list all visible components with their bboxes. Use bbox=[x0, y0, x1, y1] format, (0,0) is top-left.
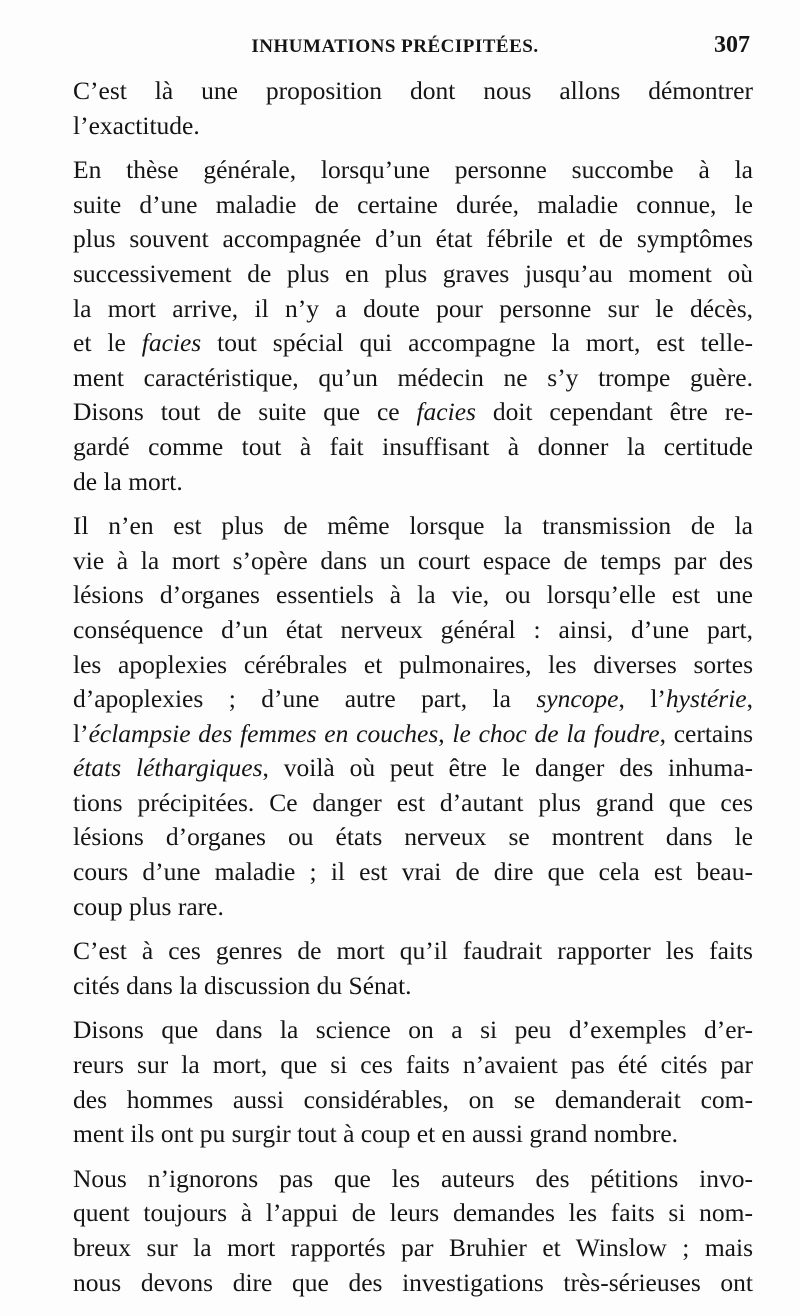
page-body bbox=[40, 74, 753, 1310]
text-line: Nous n’ignorons pas que les auteurs des pétitions invo- bbox=[73, 1163, 753, 1193]
text-line: des hommes aussi considérables, on se demanderait com- bbox=[73, 1084, 753, 1114]
text-line: de la mort. bbox=[73, 466, 183, 496]
text-line: d’apoplexies ; d’une autre part, la syncope, l’hystérie, bbox=[73, 684, 754, 714]
text-line: cours d’une maladie ; il est vrai de dire que cela est beau- bbox=[73, 857, 753, 887]
text-line: Disons que dans la science on a si peu d’exemples d’er- bbox=[73, 1015, 753, 1045]
text-line: l’exactitude. bbox=[73, 110, 200, 140]
text-line: ment caractéristique, qu’un médecin ne s’y trompe guère. bbox=[73, 362, 753, 392]
page-number: 307 bbox=[714, 32, 750, 58]
text-line: reurs sur la mort, que si ces faits n’avaient pas été cités par bbox=[73, 1050, 753, 1080]
text-line: états léthargiques, voilà où peut être le danger des inhuma- bbox=[73, 753, 753, 783]
text-line: vie à la mort s’opère dans un court espace de temps par des bbox=[73, 545, 753, 575]
text-line: C’est là une proposition dont nous allons démontrer bbox=[73, 76, 753, 105]
paragraph-5 bbox=[40, 1013, 753, 1151]
text-line: cités dans la discussion du Sénat. bbox=[73, 970, 412, 1000]
text-line: nous devons dire que des investigations très-sérieuses ont bbox=[73, 1267, 753, 1297]
text-line: gardé comme tout à fait insuffisant à donner la certitude bbox=[73, 431, 753, 461]
paragraph-1 bbox=[40, 74, 753, 143]
paragraph-6 bbox=[40, 1162, 753, 1300]
text-line: plus souvent accompagnée d’un état fébrile et de symptômes bbox=[73, 224, 753, 254]
text-line: lésions d’organes essentiels à la vie, ou lorsqu’elle est une bbox=[73, 580, 753, 610]
text-line: quent toujours à l’appui de leurs demandes les faits si nom- bbox=[73, 1198, 753, 1228]
text-line: breux sur la mort rapportés par Bruhier et Winslow ; mais bbox=[73, 1233, 753, 1262]
text-line: les apoplexies cérébrales et pulmonaires, les diverses sortes bbox=[73, 649, 753, 679]
text-line: C’est à ces genres de mort qu’il faudrait rapporter les faits bbox=[73, 936, 753, 966]
page-header bbox=[40, 32, 750, 66]
text-line: tions précipitées. Ce danger est d’autant plus grand que ces bbox=[73, 787, 753, 817]
text-line: successivement de plus en plus graves jusqu’au moment où bbox=[73, 258, 753, 288]
running-title: INHUMATIONS PRÉCIPITÉES. bbox=[251, 36, 539, 57]
text-line: et le facies tout spécial qui accompagne la mort, est telle- bbox=[73, 328, 754, 358]
text-line: ment ils ont pu surgir tout à coup et en aussi grand nombre. bbox=[73, 1119, 679, 1149]
text-line: Il n’en est plus de même lorsque la transmission de la bbox=[73, 511, 753, 541]
text-line: En thèse générale, lorsqu’une personne succombe à la bbox=[73, 155, 753, 185]
paragraph-2 bbox=[40, 153, 753, 499]
text-line: coup plus rare. bbox=[73, 891, 224, 921]
text-line: la mort arrive, il n’y a doute pour personne sur le décès, bbox=[73, 293, 753, 323]
paragraph-3 bbox=[40, 509, 753, 924]
paragraph-4 bbox=[40, 934, 753, 1003]
text-line: conséquence d’un état nerveux général : ainsi, d’une part, bbox=[73, 614, 753, 644]
text-line: lésions d’organes ou états nerveux se montrent dans le bbox=[73, 822, 753, 852]
text-line: l’éclampsie des femmes en couches, le choc de la foudre, certains bbox=[73, 718, 753, 748]
text-line: Disons tout de suite que ce facies doit cependant être re- bbox=[73, 397, 754, 427]
text-line: suite d’une maladie de certaine durée, maladie connue, le bbox=[73, 189, 753, 219]
